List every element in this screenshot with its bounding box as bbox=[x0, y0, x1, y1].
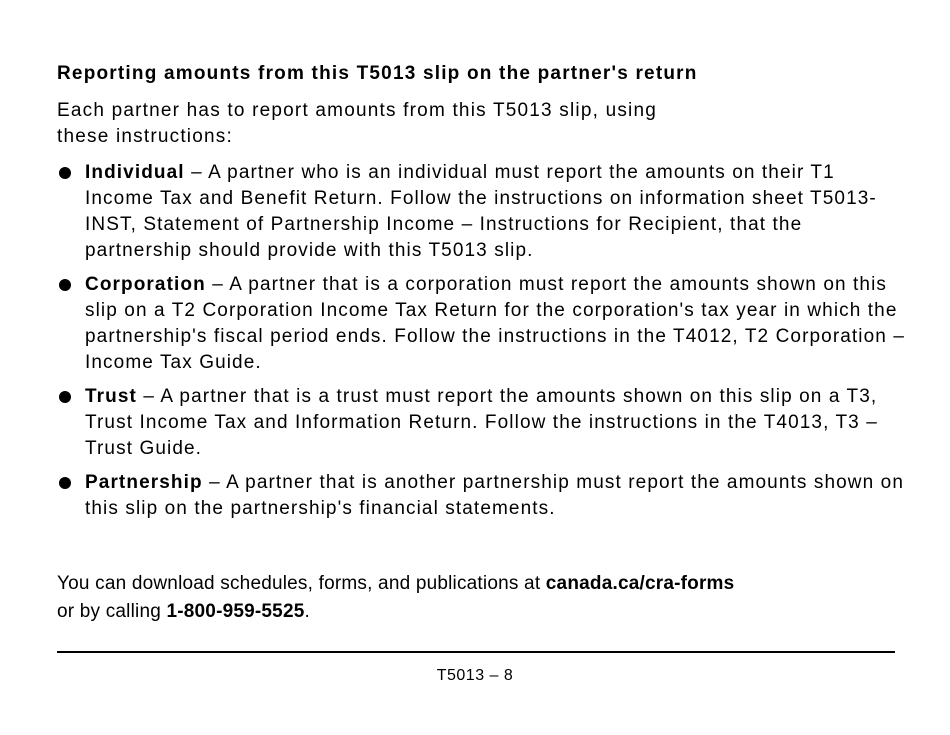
bullet-icon bbox=[59, 279, 71, 291]
term-corporation: Corporation bbox=[85, 274, 206, 295]
forms-link[interactable]: canada.ca/cra-forms bbox=[545, 573, 735, 594]
description-trust: – A partner that is a trust must report the amounts shown on this slip on a T3, Trust Income Tax and Information Return. Follow the instructions in the T4013, T3 – Trust Guide. bbox=[85, 386, 878, 459]
description-individual: – A partner who is an individual must report the amounts on their T1 Income Tax and Benefit Return. Follow the instructions on information sheet T5013-INST, Statement of Partnership Income – Instructions for Recipient, that the partnership should provide with this T5013 slip. bbox=[85, 162, 877, 261]
intro-line-2: these instructions: bbox=[57, 126, 233, 147]
bullet-icon bbox=[59, 391, 71, 403]
bullet-icon bbox=[59, 477, 71, 489]
bullet-icon bbox=[59, 167, 71, 179]
contact-suffix: . bbox=[304, 601, 310, 622]
term-individual: Individual bbox=[85, 162, 185, 183]
term-trust: Trust bbox=[85, 386, 137, 407]
list-item-corporation bbox=[57, 272, 907, 376]
phone-number: 1-800-959-5525 bbox=[166, 601, 305, 622]
term-partnership: Partnership bbox=[85, 472, 203, 493]
footer-divider bbox=[57, 651, 895, 653]
contact-paragraph bbox=[57, 570, 917, 626]
list-item-individual bbox=[57, 160, 907, 264]
contact-middle: or by calling bbox=[57, 601, 167, 622]
contact-prefix: You can download schedules, forms, and publications at bbox=[57, 573, 546, 594]
intro-paragraph bbox=[57, 98, 817, 150]
intro-line-1: Each partner has to report amounts from this T5013 slip, using bbox=[57, 100, 657, 121]
page-number: T5013 – 8 bbox=[436, 667, 514, 684]
description-partnership: – A partner that is another partnership must report the amounts shown on this slip on the partnership's financial statements. bbox=[85, 472, 905, 519]
list-item-trust bbox=[57, 384, 907, 462]
section-heading: Reporting amounts from this T5013 slip on the partner's return bbox=[57, 63, 698, 84]
description-corporation: – A partner that is a corporation must report the amounts shown on this slip on a T2 Corporation Income Tax Return for the corporation's tax year in which the partnership's fiscal period ends. Follow the instructions in the T4012, T2 Corporation – Income Tax Guide. bbox=[85, 274, 906, 373]
list-item-partnership bbox=[57, 470, 907, 522]
instructions-list bbox=[57, 160, 907, 522]
